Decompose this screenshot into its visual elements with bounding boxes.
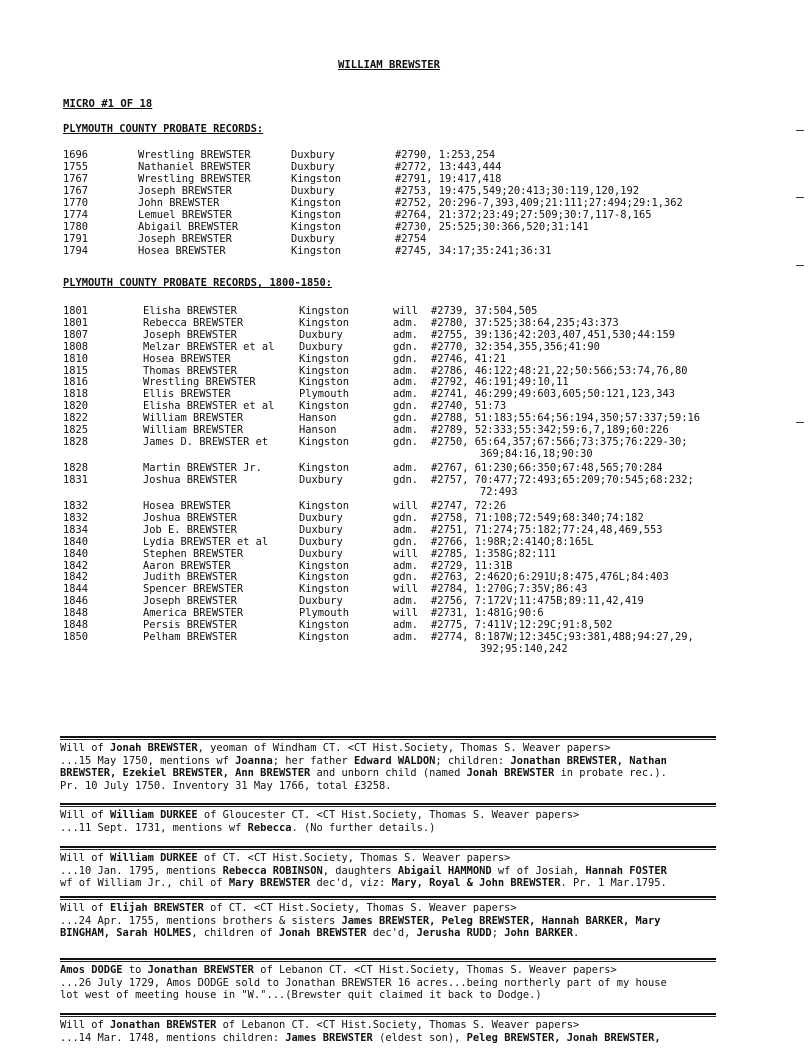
text-segment: ...11 Sept. 1731, mentions wf bbox=[60, 821, 248, 834]
cell-year: 1816 bbox=[63, 376, 89, 389]
cell-year: 1825 bbox=[63, 424, 89, 436]
cell-year: 1767 bbox=[63, 185, 89, 198]
cell-ref: #2729, 11:31B bbox=[431, 559, 513, 572]
cell-place: Kingston bbox=[291, 221, 342, 234]
cell-place: Kingston bbox=[291, 245, 342, 258]
text-segment: ...14 Mar. 1748, mentions children: bbox=[60, 1031, 286, 1044]
text-segment: Will of bbox=[60, 1019, 111, 1031]
divider bbox=[60, 961, 716, 962]
cell-year: 1850 bbox=[63, 630, 89, 643]
cell-name: Lemuel BREWSTER bbox=[138, 209, 232, 222]
cell-type: adm. bbox=[393, 559, 419, 572]
cell-name: Aaron BREWSTER bbox=[143, 559, 231, 572]
cell-year: 1842 bbox=[63, 571, 89, 584]
page-title: WILLIAM BREWSTER bbox=[338, 59, 441, 71]
person-name: Jonathan BREWSTER bbox=[147, 964, 254, 976]
cell-ref: #2746, 41:21 bbox=[431, 352, 507, 365]
text-segment: . (No further details.) bbox=[291, 821, 436, 834]
cell-ref: #2747, 72:26 bbox=[431, 500, 507, 512]
cell-name: Job E. BREWSTER bbox=[143, 523, 237, 536]
text-segment: dec'd, viz: bbox=[310, 877, 392, 889]
person-name: William DURKEE bbox=[110, 852, 198, 864]
person-name: Jonah BREWSTER bbox=[110, 742, 198, 754]
cell-type: gdn. bbox=[393, 400, 419, 413]
cell-place: Duxbury bbox=[299, 595, 343, 608]
cell-ref: #2780, 37:525;38:64,235;43:373 bbox=[431, 316, 619, 329]
cell-place: Kingston bbox=[299, 435, 350, 448]
cell-year: 1801 bbox=[63, 316, 89, 329]
person-name: Jonah BREWSTER bbox=[466, 767, 555, 779]
cell-year: 1834 bbox=[63, 523, 89, 536]
cell-name: Joseph BREWSTER bbox=[143, 595, 237, 608]
person-name: BINGHAM, Sarah HOLMES bbox=[60, 927, 192, 939]
cell-year: 1696 bbox=[63, 149, 89, 161]
text-segment: ...15 May 1750, mentions wf bbox=[60, 754, 236, 767]
cell-ref: #2766, 1:98R;2:414O;8:165L bbox=[431, 535, 594, 548]
cell-type: gdn. bbox=[393, 571, 419, 584]
cell-name: Martin BREWSTER Jr. bbox=[143, 462, 262, 474]
cell-year: 1831 bbox=[63, 473, 89, 486]
cell-ref: #2763, 2:462O;6:291U;8:475,476L;84:403 bbox=[431, 571, 669, 584]
text-segment: , daughters bbox=[322, 864, 398, 877]
text-line bbox=[60, 1033, 720, 1046]
cell-ref: #2730, 25:525;30:366,520;31:141 bbox=[395, 221, 589, 234]
edge-mark bbox=[796, 422, 804, 423]
divider bbox=[60, 896, 716, 898]
cell-name: Elisha BREWSTER bbox=[143, 305, 237, 317]
cell-ref: #2767, 61:230;66:350;67:48,565;70:284 bbox=[431, 462, 663, 474]
cell-ref: #2790, 1:253,254 bbox=[395, 149, 496, 161]
cell-ref: #2758, 71:108;72:549;68:340;74:182 bbox=[431, 511, 644, 524]
cell-year: 1794 bbox=[63, 245, 89, 258]
person-name: Jerusha RUDD bbox=[416, 927, 492, 939]
cell-place: Kingston bbox=[299, 376, 350, 389]
cell-place: Duxbury bbox=[299, 473, 343, 486]
cell-year: 1828 bbox=[63, 435, 89, 448]
cell-type: gdn. bbox=[393, 435, 419, 448]
cell-year: 1774 bbox=[63, 209, 89, 222]
cell-place: Duxbury bbox=[291, 149, 335, 161]
text-segment: of Lebanon CT. <CT Hist.Society, Thomas S. Weaver papers> bbox=[216, 1019, 580, 1031]
person-name: Abigail HAMMOND bbox=[397, 864, 492, 877]
micro-label: MICRO #1 OF 18 bbox=[63, 98, 153, 110]
cell-year: 1807 bbox=[63, 328, 89, 341]
cell-name: Elisha BREWSTER et al bbox=[143, 400, 275, 413]
cell-year: 1844 bbox=[63, 583, 89, 596]
cell-name: Thomas BREWSTER bbox=[143, 364, 237, 377]
cell-place: Kingston bbox=[291, 173, 342, 186]
cell-name: Joshua BREWSTER bbox=[143, 511, 237, 524]
person-name: Rebecca bbox=[247, 821, 292, 834]
cell-ref: #2755, 39:136;42:203,407,451,530;44:159 bbox=[431, 328, 675, 341]
cell-name: Wrestling BREWSTER bbox=[143, 376, 256, 389]
cell-name: Hosea BREWSTER bbox=[143, 352, 231, 365]
cell-type: gdn. bbox=[393, 340, 419, 353]
cell-place: Kingston bbox=[291, 209, 342, 222]
divider bbox=[60, 1016, 716, 1017]
cell-place: Kingston bbox=[299, 571, 350, 584]
divider bbox=[60, 803, 716, 805]
cell-ref: #2731, 1:481G;90:6 bbox=[431, 607, 544, 620]
cell-type: gdn. bbox=[393, 535, 419, 548]
cell-year: 1767 bbox=[63, 173, 89, 186]
will-entry bbox=[60, 965, 720, 1003]
cell-place: Kingston bbox=[299, 462, 350, 474]
cell-year: 1832 bbox=[63, 511, 89, 524]
cell-place: Duxbury bbox=[299, 511, 343, 524]
cell-ref: #2757, 70:477;72:493;65:209;70:545;68:232; bbox=[431, 473, 694, 486]
cell-name: Wrestling BREWSTER bbox=[138, 149, 251, 161]
cell-type: adm. bbox=[393, 364, 419, 377]
cell-ref: #2788, 51:183;55:64;56:194,350;57:337;59:16 bbox=[431, 412, 700, 425]
cell-place: Plymouth bbox=[299, 388, 350, 401]
divider bbox=[60, 739, 716, 740]
cell-year: 1840 bbox=[63, 547, 89, 560]
text-segment: of CT. <CT Hist.Society, Thomas S. Weaver papers> bbox=[203, 902, 517, 914]
person-name: BREWSTER, Ezekiel BREWSTER, Ann BREWSTER bbox=[60, 767, 311, 779]
edge-mark bbox=[796, 265, 804, 266]
cell-ref-continued: 392;95:140,242 bbox=[480, 642, 568, 655]
cell-ref: #2770, 32:354,355,356;41:90 bbox=[431, 340, 600, 353]
will-entry bbox=[60, 810, 720, 835]
text-segment: in probate rec.). bbox=[554, 767, 667, 779]
text-segment: ; bbox=[491, 927, 505, 939]
cell-ref: #2745, 34:17;35:241;36:31 bbox=[395, 245, 552, 258]
section1-heading: PLYMOUTH COUNTY PROBATE RECORDS: bbox=[63, 123, 264, 135]
will-entry bbox=[60, 1020, 720, 1045]
cell-place: Kingston bbox=[291, 197, 342, 210]
cell-type: adm. bbox=[393, 462, 419, 474]
cell-place: Kingston bbox=[299, 400, 350, 413]
cell-ref: #2753, 19:475,549;20:413;30:119,120,192 bbox=[395, 185, 639, 198]
person-name: Elijah BREWSTER bbox=[110, 902, 204, 914]
cell-name: Joseph BREWSTER bbox=[143, 328, 237, 341]
cell-name: Joseph BREWSTER bbox=[138, 185, 232, 198]
text-segment: ...26 July 1729, Amos DODGE sold to Jonathan BREWSTER 16 acres...being northerly part of my house bbox=[60, 976, 667, 989]
cell-year: 1842 bbox=[63, 559, 89, 572]
divider bbox=[60, 958, 716, 960]
person-name: Jonah BREWSTER bbox=[278, 927, 367, 939]
cell-place: Kingston bbox=[299, 583, 350, 596]
text-segment: Will of bbox=[60, 809, 111, 821]
cell-name: Spencer BREWSTER bbox=[143, 583, 244, 596]
text-segment: ...10 Jan. 1795, mentions bbox=[60, 864, 223, 877]
text-segment: . Pr. 1 Mar.1795. bbox=[560, 877, 667, 889]
person-name: Peleg BREWSTER, Jonah BREWSTER, bbox=[466, 1031, 661, 1044]
cell-name: Ellis BREWSTER bbox=[143, 388, 231, 401]
cell-place: Duxbury bbox=[299, 523, 343, 536]
cell-ref: #2774, 8:187W;12:345C;93:381,488;94:27,29, bbox=[431, 630, 694, 643]
text-segment: , yeoman of Windham CT. <CT Hist.Society, Thomas S. Weaver papers> bbox=[197, 742, 611, 754]
cell-year: 1808 bbox=[63, 340, 89, 353]
edge-mark bbox=[796, 130, 804, 131]
cell-type: adm. bbox=[393, 316, 419, 329]
will-entry bbox=[60, 853, 720, 891]
cell-place: Kingston bbox=[299, 500, 350, 512]
cell-ref: #2739, 37:504,505 bbox=[431, 305, 538, 317]
cell-name: Wrestling BREWSTER bbox=[138, 173, 251, 186]
cell-place: Duxbury bbox=[291, 185, 335, 198]
divider bbox=[60, 846, 716, 848]
cell-ref: #2785, 1:358G;82:111 bbox=[431, 547, 557, 560]
text-segment: ...24 Apr. 1755, mentions brothers & sisters bbox=[60, 914, 342, 927]
person-name: Amos DODGE bbox=[60, 964, 123, 976]
cell-ref: #2772, 13:443,444 bbox=[395, 161, 502, 174]
cell-ref: #2751, 71:274;75:182;77:24,48,469,553 bbox=[431, 523, 663, 536]
cell-name: Rebecca BREWSTER bbox=[143, 316, 244, 329]
person-name: Edward WALDON bbox=[354, 754, 436, 767]
cell-ref-continued: 369;84:16,18;90:30 bbox=[480, 447, 593, 460]
cell-place: Duxbury bbox=[299, 547, 343, 560]
cell-year: 1848 bbox=[63, 607, 89, 620]
cell-year: 1770 bbox=[63, 197, 89, 210]
cell-type: gdn. bbox=[393, 352, 419, 365]
text-segment: of Lebanon CT. <CT Hist.Society, Thomas S. Weaver papers> bbox=[253, 964, 617, 976]
cell-type: adm. bbox=[393, 523, 419, 536]
cell-type: gdn. bbox=[393, 473, 419, 486]
cell-ref: #2791, 19:417,418 bbox=[395, 173, 502, 186]
cell-type: will bbox=[393, 583, 419, 596]
cell-name: Joshua BREWSTER bbox=[143, 473, 237, 486]
person-name: Rebecca ROBINSON bbox=[222, 864, 323, 877]
text-segment: wf of Josiah, bbox=[491, 864, 586, 877]
cell-type: gdn. bbox=[393, 511, 419, 524]
cell-name: Persis BREWSTER bbox=[143, 619, 237, 631]
text-segment: . bbox=[573, 927, 580, 939]
cell-year: 1810 bbox=[63, 352, 89, 365]
person-name: John BARKER bbox=[504, 927, 574, 939]
section2-heading: PLYMOUTH COUNTY PROBATE RECORDS, 1800-1850: bbox=[63, 277, 332, 289]
text-segment: Will of bbox=[60, 902, 111, 914]
cell-year: 1840 bbox=[63, 535, 89, 548]
will-entry bbox=[60, 743, 720, 793]
cell-place: Duxbury bbox=[299, 328, 343, 341]
cell-name: William BREWSTER bbox=[143, 424, 244, 436]
cell-ref: #2775, 7:411V;12:29C;91:8,502 bbox=[431, 619, 613, 631]
cell-year: 1780 bbox=[63, 221, 89, 234]
divider bbox=[60, 806, 716, 807]
cell-name: Stephen BREWSTER bbox=[143, 547, 244, 560]
divider bbox=[60, 736, 716, 738]
person-name: Jonathan BREWSTER, Nathan bbox=[510, 754, 667, 767]
text-segment: ; children: bbox=[435, 754, 511, 767]
person-name: William DURKEE bbox=[110, 809, 198, 821]
cell-type: will bbox=[393, 305, 419, 317]
cell-place: Duxbury bbox=[291, 161, 335, 174]
cell-year: 1818 bbox=[63, 388, 89, 401]
cell-name: Lydia BREWSTER et al bbox=[143, 535, 269, 548]
cell-place: Plymouth bbox=[299, 607, 350, 620]
cell-ref: #2750, 65:64,357;67:566;73:375;76:229-30; bbox=[431, 435, 688, 448]
cell-name: Joseph BREWSTER bbox=[138, 233, 232, 246]
cell-ref: #2764, 21:372;23:49;27:509;30:7,117-8,165 bbox=[395, 209, 652, 222]
cell-ref: #2741, 46:299;49:603,605;50:121,123,343 bbox=[431, 388, 675, 401]
cell-year: 1791 bbox=[63, 233, 89, 246]
text-segment: Will of bbox=[60, 742, 111, 754]
cell-ref-continued: 72:493 bbox=[480, 485, 518, 498]
cell-place: Kingston bbox=[299, 316, 350, 329]
cell-type: adm. bbox=[393, 328, 419, 341]
text-segment: to bbox=[122, 964, 148, 976]
person-name: James BREWSTER bbox=[285, 1031, 373, 1044]
cell-ref: #2740, 51:73 bbox=[431, 400, 507, 413]
cell-place: Hanson bbox=[299, 424, 337, 436]
cell-type: will bbox=[393, 607, 419, 620]
will-entry bbox=[60, 903, 720, 941]
cell-name: Hosea BREWSTER bbox=[138, 245, 226, 258]
text-segment: Will of bbox=[60, 852, 111, 864]
cell-type: gdn. bbox=[393, 412, 419, 425]
cell-name: William BREWSTER bbox=[143, 412, 244, 425]
cell-year: 1848 bbox=[63, 619, 89, 631]
text-segment: (eldest son), bbox=[372, 1031, 467, 1044]
cell-year: 1820 bbox=[63, 400, 89, 413]
divider bbox=[60, 1013, 716, 1015]
divider bbox=[60, 899, 716, 900]
cell-type: will bbox=[393, 500, 419, 512]
text-segment: of Gloucester CT. <CT Hist.Society, Thomas S. Weaver papers> bbox=[197, 809, 580, 821]
cell-type: adm. bbox=[393, 388, 419, 401]
cell-place: Hanson bbox=[299, 412, 337, 425]
cell-year: 1755 bbox=[63, 161, 89, 174]
person-name: Joanna bbox=[235, 754, 273, 767]
cell-name: Judith BREWSTER bbox=[143, 571, 237, 584]
cell-year: 1822 bbox=[63, 412, 89, 425]
cell-ref: #2786, 46:122;48:21,22;50:566;53:74,76,80 bbox=[431, 364, 688, 377]
cell-place: Duxbury bbox=[291, 233, 335, 246]
cell-place: Kingston bbox=[299, 559, 350, 572]
cell-year: 1832 bbox=[63, 500, 89, 512]
cell-name: America BREWSTER bbox=[143, 607, 244, 620]
cell-name: Abigail BREWSTER bbox=[138, 221, 239, 234]
cell-ref: #2784, 1:270G;7:35V;86:43 bbox=[431, 583, 588, 596]
text-segment: wf of William Jr., chil of bbox=[60, 877, 229, 889]
cell-type: adm. bbox=[393, 595, 419, 608]
cell-place: Kingston bbox=[299, 352, 350, 365]
person-name: Jonathan BREWSTER bbox=[110, 1019, 217, 1031]
text-segment: , children of bbox=[191, 927, 279, 939]
person-name: Mary BREWSTER bbox=[228, 877, 311, 889]
cell-year: 1828 bbox=[63, 462, 89, 474]
person-name: Hannah FOSTER bbox=[585, 864, 667, 877]
cell-place: Kingston bbox=[299, 305, 350, 317]
text-segment: Pr. 10 July 1750. Inventory 31 May 1766, total £3258. bbox=[60, 779, 392, 792]
text-segment: ; her father bbox=[272, 754, 355, 767]
cell-name: Pelham BREWSTER bbox=[143, 630, 237, 643]
cell-type: adm. bbox=[393, 619, 419, 631]
cell-place: Duxbury bbox=[299, 535, 343, 548]
text-line bbox=[60, 823, 720, 836]
cell-type: adm. bbox=[393, 376, 419, 389]
cell-year: 1801 bbox=[63, 305, 89, 317]
cell-place: Kingston bbox=[299, 364, 350, 377]
cell-place: Kingston bbox=[299, 630, 350, 643]
cell-ref: #2756, 7:172V;11:475B;89:11,42,419 bbox=[431, 595, 644, 608]
text-line bbox=[60, 928, 720, 941]
cell-ref: #2792, 46:191;49:10,11 bbox=[431, 376, 569, 389]
cell-name: Nathaniel BREWSTER bbox=[138, 161, 251, 174]
person-name: James BREWSTER, Peleg BREWSTER, Hannah BARKER, Mary bbox=[341, 914, 661, 927]
text-segment: lot west of meeting house in "W."...(Brewster quit claimed it back to Dodge.) bbox=[60, 989, 542, 1001]
cell-ref: #2752, 20:296-7,393,409;21:111;27:494;29:1,362 bbox=[395, 197, 683, 210]
cell-name: James D. BREWSTER et bbox=[143, 435, 269, 448]
text-line bbox=[60, 781, 720, 794]
text-segment: and unborn child (named bbox=[310, 767, 467, 779]
cell-name: John BREWSTER bbox=[138, 197, 220, 210]
text-segment: dec'd, bbox=[366, 927, 417, 939]
cell-year: 1815 bbox=[63, 364, 89, 377]
edge-mark bbox=[796, 197, 804, 198]
text-line bbox=[60, 878, 720, 891]
divider bbox=[60, 849, 716, 850]
text-line bbox=[60, 990, 720, 1003]
cell-name: Hosea BREWSTER bbox=[143, 500, 231, 512]
cell-place: Duxbury bbox=[299, 340, 343, 353]
cell-type: adm. bbox=[393, 630, 419, 643]
person-name: Mary, Royal & John BREWSTER bbox=[391, 877, 561, 889]
cell-ref: #2754 bbox=[395, 233, 427, 246]
cell-type: will bbox=[393, 547, 419, 560]
cell-place: Kingston bbox=[299, 619, 350, 631]
cell-ref: #2789, 52:333;55:342;59:6,7,189;60:226 bbox=[431, 424, 669, 436]
cell-name: Melzar BREWSTER et al bbox=[143, 340, 275, 353]
cell-type: adm. bbox=[393, 424, 419, 436]
text-segment: of CT. <CT Hist.Society, Thomas S. Weaver papers> bbox=[197, 852, 511, 864]
cell-year: 1846 bbox=[63, 595, 89, 608]
